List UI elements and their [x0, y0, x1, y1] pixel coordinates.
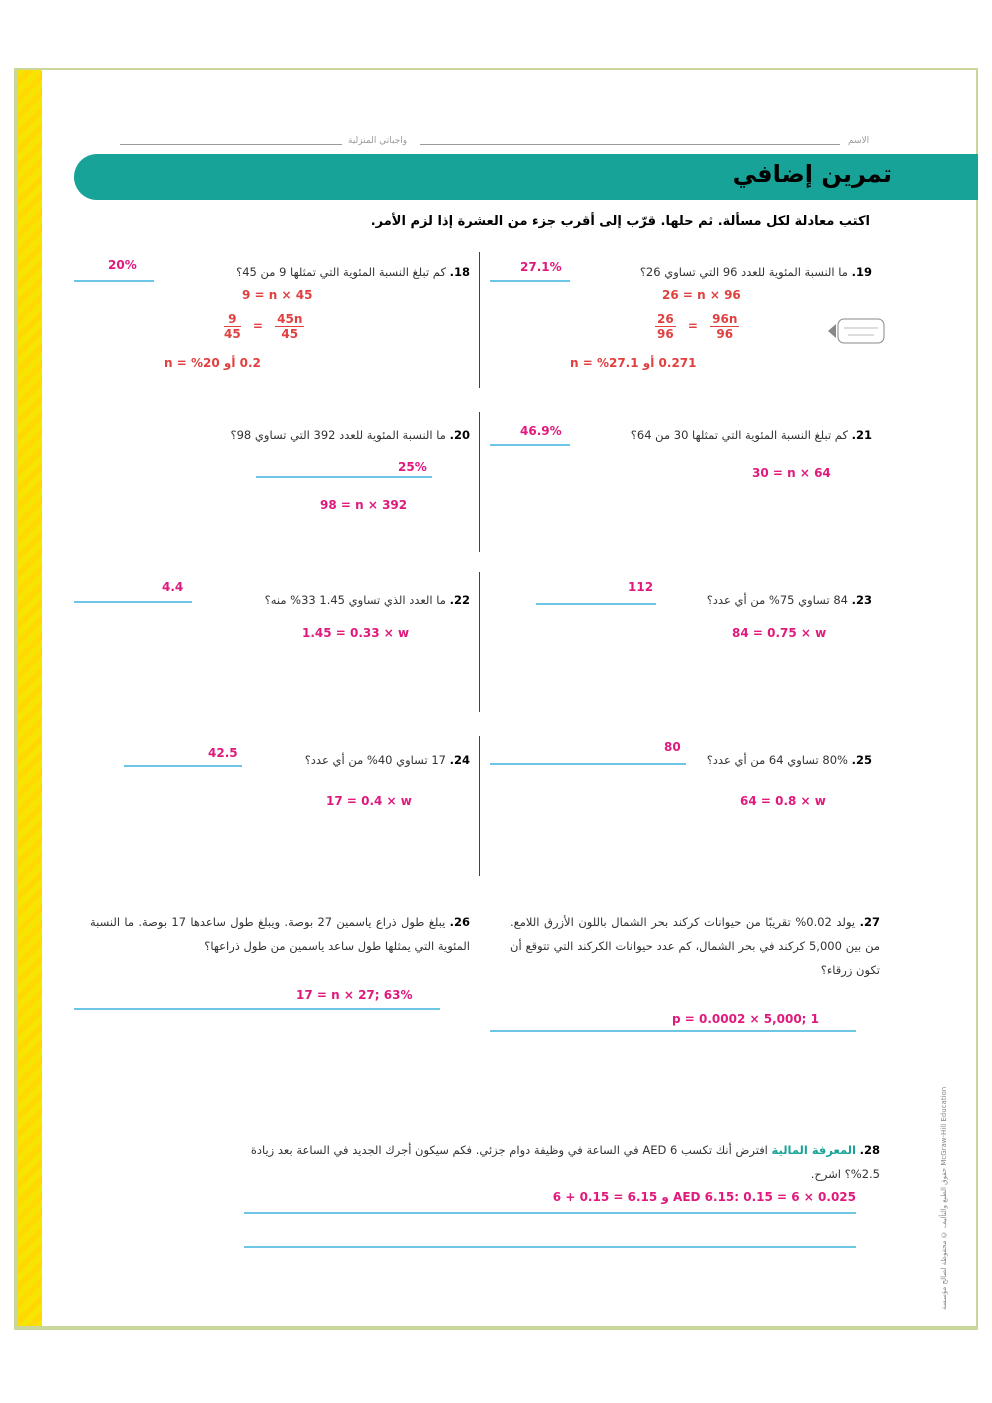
work-19-line3: 0.271 أو 27.1% = n	[570, 356, 697, 370]
title-banner	[74, 154, 978, 200]
answer-line	[74, 280, 154, 282]
answer-28: AED 6.15: 0.15 = 6 × 0.025 و 6.15 = 0.15 + 6	[552, 1190, 856, 1204]
work-25: 64 = 0.8 × w	[740, 794, 826, 808]
question-20: 20. ما النسبة المئوية للعدد 392 التي تساوي 98؟	[230, 428, 470, 442]
question-18: 18. كم تبلغ النسبة المئوية التي تمثلها 9 من 45؟	[236, 265, 470, 279]
question-text: كم تبلغ النسبة المئوية التي تمثلها 30 من 64؟	[630, 428, 848, 442]
answer-20: 25%	[398, 460, 427, 474]
question-text: 80% تساوي 64 من أي عدد؟	[706, 753, 848, 767]
answer-line	[256, 476, 432, 478]
homework-help-tag-icon	[828, 316, 886, 346]
question-text: ما النسبة المئوية للعدد 96 التي تساوي 26؟	[639, 265, 848, 279]
copyright-note: حقوق الطبع والتأليف © محفوظة لصالح مؤسسة McGraw-Hill Education	[940, 1086, 948, 1310]
answer-line	[536, 603, 656, 605]
question-text: 17 تساوي 40% من أي عدد؟	[304, 753, 446, 767]
work-24: 17 = 0.4 × w	[326, 794, 412, 808]
question-text: افترض أنك تكسب AED 6 في الساعة في وظيفة دوام جزئي. فكم سيكون أجرك الجديد في الساعة بعد زيادة 2.5%؟ اشرح.	[250, 1143, 880, 1181]
answer-27: p = 0.0002 × 5,000; 1	[672, 1012, 819, 1026]
answer-line	[490, 444, 570, 446]
answer-24: 42.5	[208, 746, 238, 760]
question-24: 24. 17 تساوي 40% من أي عدد؟	[304, 753, 470, 767]
question-21: 21. كم تبلغ النسبة المئوية التي تمثلها 30 من 64؟	[630, 428, 872, 442]
work-23: 84 = 0.75 × w	[732, 626, 827, 640]
page-title: تمرين إضافي	[732, 160, 892, 188]
work-19-fractions: $\frac{26}{96}$ = $\frac{96n}{96}$	[657, 312, 738, 341]
name-label: الاسم	[848, 136, 870, 146]
answer-line	[244, 1246, 856, 1248]
question-text: ما العدد الذي تساوي 1.45 33% منه؟	[264, 593, 446, 607]
column-divider	[479, 412, 480, 552]
column-divider	[479, 736, 480, 876]
work-21: 30 = n × 64	[752, 466, 831, 480]
question-22: 22. ما العدد الذي تساوي 1.45 33% منه؟	[264, 593, 470, 607]
question-text: يبلغ طول ذراع ياسمين 27 بوصة. ويبلغ طول ساعدها 17 بوصة. ما النسبة المئوية التي يمثلها طول ساعد ياسمين من طول ذراعها؟	[90, 915, 470, 953]
work-18-line1: 9 = n × 45	[242, 288, 313, 302]
answer-line	[244, 1212, 856, 1214]
question-23: 23. 84 تساوي 75% من أي عدد؟	[706, 593, 872, 607]
question-25: 25. 80% تساوي 64 من أي عدد؟	[706, 753, 872, 767]
question-19: 19. ما النسبة المئوية للعدد 96 التي تساوي 26؟	[639, 265, 872, 279]
answer-21: 46.9%	[520, 424, 562, 438]
answer-22: 4.4	[162, 580, 184, 594]
work-18-line3: 0.2 أو 20% = n	[164, 356, 261, 370]
column-divider	[479, 252, 480, 388]
column-divider	[479, 572, 480, 712]
answer-line	[124, 765, 242, 767]
financial-literacy-label: المعرفة المالية	[771, 1143, 856, 1157]
answer-26: 17 = n × 27; 63%	[296, 988, 413, 1002]
header-name-line	[120, 136, 890, 150]
question-text: يولد 0.02% تقريبًا من حيوانات كركند بحر الشمال باللون الأزرق اللامع. من بين 5,000 كركند في بحر الشمال، كم عدد حيوانات الكركند التي تتوقع أن تكون زرقاء؟	[510, 915, 880, 977]
answer-line	[74, 1008, 440, 1010]
answer-line	[490, 1030, 856, 1032]
homework-label: واجباتي المنزلية	[348, 136, 408, 146]
answer-25: 80	[664, 740, 681, 754]
question-28: 28. المعرفة المالية افترض أنك تكسب AED 6 في الساعة في وظيفة دوام جزئي. فكم سيكون أجرك الجديد في الساعة بعد زيادة 2.5%؟ اشرح.	[250, 1143, 880, 1181]
answer-18: 20%	[108, 258, 137, 272]
question-26: 26. يبلغ طول ذراع ياسمين 27 بوصة. ويبلغ طول ساعدها 17 بوصة. ما النسبة المئوية التي يمثلها طول ساعد ياسمين من طول ذراعها؟	[90, 915, 471, 953]
answer-line	[74, 601, 192, 603]
work-19-line1: 26 = n × 96	[662, 288, 741, 302]
yellow-edge-stripe	[18, 70, 42, 1326]
question-text: 84 تساوي 75% من أي عدد؟	[706, 593, 848, 607]
work-18-fractions: $\frac{9}{45}$ = $\frac{45n}{45}$	[224, 312, 303, 341]
answer-19: 27.1%	[520, 260, 562, 274]
answer-line	[490, 280, 570, 282]
answer-line	[490, 763, 686, 765]
work-22: 1.45 = 0.33 × w	[302, 626, 410, 640]
work-20: 98 = n × 392	[320, 498, 408, 512]
question-text: كم تبلغ النسبة المئوية التي تمثلها 9 من 45؟	[236, 265, 446, 279]
instructions: اكتب معادلة لكل مسألة. ثم حلها. قرّب إلى أقرب جزء من العشرة إذا لزم الأمر.	[370, 214, 870, 229]
question-text: ما النسبة المئوية للعدد 392 التي تساوي 98؟	[230, 428, 446, 442]
answer-23: 112	[628, 580, 654, 594]
question-27: 27. يولد 0.02% تقريبًا من حيوانات كركند بحر الشمال باللون الأزرق اللامع. من بين 5,000 كركند في بحر الشمال، كم عدد حيوانات الكركند التي تتوقع أن تكون زرقاء؟	[510, 915, 881, 977]
